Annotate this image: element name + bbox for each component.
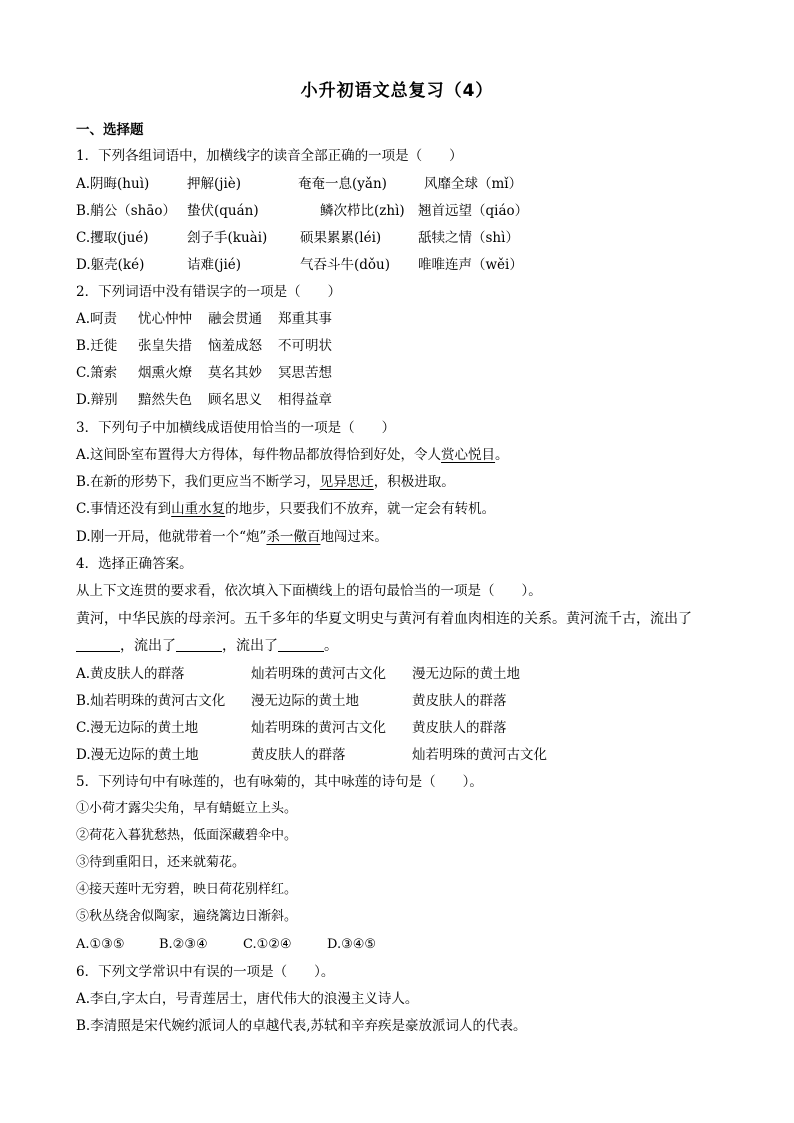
- q3-option-b: [76, 472, 455, 492]
- q1-a-1: A.阴晦(huì): [76, 176, 150, 192]
- q5-option-a: A.①③⑤: [76, 937, 125, 952]
- q4-passage-blanks: [76, 636, 338, 656]
- q2-a-1: A.呵责: [76, 311, 118, 327]
- q3-c-idiom: 山重水复: [171, 501, 226, 517]
- q1-a-3: 奄奄一息(yǎn): [298, 176, 387, 192]
- section-heading: 一、选择题: [76, 122, 144, 138]
- fill-blank-3: [278, 637, 324, 652]
- q4-c-1: C.漫无边际的黄土地: [76, 720, 199, 736]
- q4-b-3: 黄皮肤人的群落: [412, 693, 507, 709]
- q3-c-pre: C.事情还没有到: [76, 501, 172, 517]
- q1-c-4: 舐犊之情（shì）: [418, 230, 519, 246]
- q3-option-c: [76, 499, 495, 519]
- q1-a-4: 风靡全球（mǐ）: [424, 176, 523, 192]
- q1-c-2: 刽子手(kuài): [187, 230, 268, 246]
- q1-a-2: 押解(jiè): [187, 176, 242, 192]
- q2-stem: 2．下列词语中没有错误字的一项是（ ）: [76, 284, 342, 300]
- q2-a-3: 融会贯通: [208, 311, 262, 327]
- q4-passage-part-a: ，流出了: [120, 638, 176, 654]
- q1-b-1: B.艄公（shāo）: [76, 203, 177, 219]
- q3-d-idiom: 杀一儆百: [266, 529, 321, 545]
- q2-option-b: [76, 336, 776, 356]
- q3-option-a: [76, 445, 509, 465]
- q4-passage-part-c: 。: [324, 638, 338, 654]
- q2-a-2: 忧心忡忡: [138, 311, 192, 327]
- q6-option-b: B.李清照是宋代婉约派词人的卓越代表,苏轼和辛弃疾是豪放派词人的代表。: [76, 1018, 527, 1034]
- q1-c-3: 硕果累累(léi): [300, 230, 382, 246]
- fill-blank-2: [176, 637, 222, 652]
- q1-d-4: 唯唯连声（wěi）: [418, 257, 523, 273]
- q1-stem: 1．下列各组词语中，加横线字的读音全部正确的一项是（ ）: [76, 148, 463, 164]
- q2-option-c: [76, 363, 776, 383]
- q1-option-c: [76, 228, 776, 248]
- q4-a-1: A.黄皮肤人的群落: [76, 666, 185, 682]
- q4-b-2: 漫无边际的黄土地: [251, 693, 359, 709]
- q5-poem-line-1: ①小荷才露尖尖角，早有蜻蜓立上头。: [76, 801, 298, 816]
- q6-stem: 6．下列文学常识中有误的一项是（ ）。: [76, 964, 335, 980]
- q1-d-3: 气吞斗牛(dǒu): [300, 257, 390, 273]
- q2-c-2: 烟熏火燎: [138, 365, 192, 381]
- q4-stem: 4．选择正确答案。: [76, 556, 193, 572]
- q6-option-a: A.李白,字太白，号青莲居士，唐代伟大的浪漫主义诗人。: [76, 991, 419, 1007]
- q5-option-b: B.②③④: [159, 937, 208, 952]
- q4-b-1: B.灿若明珠的黄河古文化: [76, 693, 226, 709]
- q1-option-a: [76, 174, 776, 194]
- q5-options: [76, 935, 776, 955]
- q4-c-3: 黄皮肤人的群落: [412, 720, 507, 736]
- q4-d-3: 灿若明珠的黄河古文化: [412, 747, 547, 763]
- q3-d-pre: D.刚一开局，他就带着一个“炮”: [76, 529, 267, 545]
- q2-d-3: 顾名思义: [208, 392, 262, 408]
- q5-poem-line-4: ④接天莲叶无穷碧，映日荷花别样红。: [76, 882, 298, 897]
- q2-c-1: C.箫索: [76, 365, 118, 381]
- q3-b-post: ，积极进取。: [373, 474, 455, 490]
- q4-option-b: [76, 691, 776, 711]
- q2-c-3: 莫名其妙: [208, 365, 262, 381]
- q2-option-d: [76, 390, 776, 410]
- q3-stem: 3．下列句子中加横线成语使用恰当的一项是（ ）: [76, 420, 396, 436]
- q3-a-idiom: 赏心悦目: [441, 447, 496, 463]
- q2-c-4: 冥思苦想: [278, 365, 332, 381]
- q1-d-1: D.躯壳(ké): [76, 257, 145, 273]
- q5-option-c: C.①②④: [243, 937, 292, 952]
- q2-option-a: [76, 309, 776, 329]
- q5-poem-line-5: ⑤秋丛绕舍似陶家，遍绕篱边日渐斜。: [76, 909, 298, 924]
- q3-c-post: 的地步，只要我们不放弃，就一定会有转机。: [225, 501, 496, 517]
- q2-d-2: 黯然失色: [138, 392, 192, 408]
- q2-a-4: 郑重其事: [278, 311, 332, 327]
- q4-d-2: 黄皮肤人的群落: [251, 747, 346, 763]
- q4-intro: 从上下文连贯的要求看，依次填入下面横线上的语句最恰当的一项是（ ）。: [76, 583, 542, 599]
- q2-d-4: 相得益章: [278, 392, 332, 408]
- q1-d-2: 诘难(jié): [187, 257, 242, 273]
- page-title: 小升初语文总复习（4）: [300, 81, 494, 101]
- q4-a-2: 灿若明珠的黄河古文化: [251, 666, 386, 682]
- fill-blank-1: [76, 637, 120, 652]
- q4-option-a: [76, 664, 776, 684]
- q4-d-1: D.漫无边际的黄土地: [76, 747, 199, 763]
- q3-b-pre: B.在新的形势下，我们更应当不断学习，: [76, 474, 320, 490]
- q4-passage-part-b: ，流出了: [222, 638, 278, 654]
- q1-c-1: C.攫取(jué): [76, 230, 149, 246]
- q1-option-d: [76, 255, 776, 275]
- q4-passage: 黄河，中华民族的母亲河。五千多年的华夏文明史与黄河有着血肉相连的关系。黄河流千古，流出了: [76, 611, 692, 627]
- q3-a-post: 。: [495, 447, 509, 463]
- q1-option-b: [76, 201, 776, 221]
- q3-d-post: 地闯过来。: [320, 529, 388, 545]
- q2-b-2: 张皇失措: [138, 338, 192, 354]
- q4-option-c: [76, 718, 776, 738]
- q1-b-4: 翘首远望（qiáo）: [418, 203, 529, 219]
- q1-b-3: 鳞次栉比(zhì): [320, 203, 405, 219]
- q4-a-3: 漫无边际的黄土地: [412, 666, 520, 682]
- q2-b-1: B.迁徙: [76, 338, 118, 354]
- q5-stem: 5．下列诗句中有咏莲的，也有咏菊的，其中咏莲的诗句是（ ）。: [76, 774, 483, 790]
- q3-a-pre: A.这间卧室布置得大方得体，每件物品都放得恰到好处，令人: [76, 447, 442, 463]
- q2-b-4: 不可明状: [278, 338, 332, 354]
- q1-b-2: 蛰伏(quán): [187, 203, 259, 219]
- q3-option-d: [76, 527, 388, 547]
- q5-poem-line-3: ③待到重阳日，还来就菊花。: [76, 855, 246, 870]
- q4-option-d: [76, 745, 776, 765]
- q5-poem-line-2: ②荷花入暮犹愁热，低面深藏碧伞中。: [76, 828, 298, 843]
- q5-option-d: D.③④⑤: [327, 937, 377, 952]
- q4-c-2: 灿若明珠的黄河古文化: [251, 720, 386, 736]
- q2-d-1: D.辩别: [76, 392, 118, 408]
- q2-b-3: 恼羞成怒: [208, 338, 262, 354]
- q3-b-idiom: 见异思迁: [319, 474, 374, 490]
